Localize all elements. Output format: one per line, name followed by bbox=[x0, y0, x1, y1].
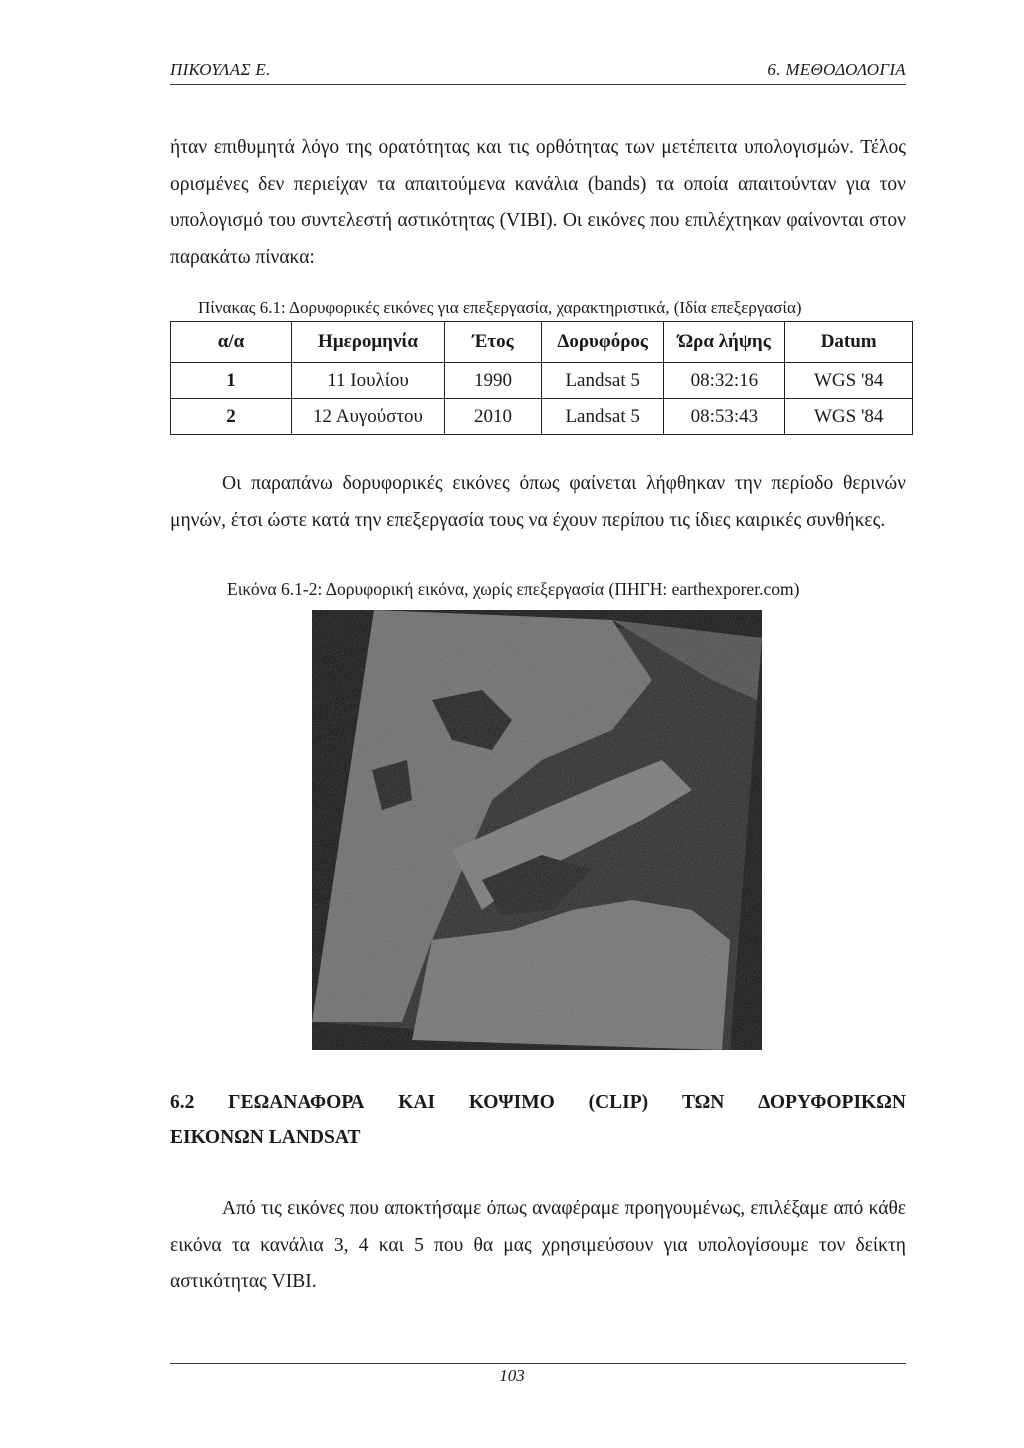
col-header-time: Ώρα λήψης bbox=[664, 322, 785, 363]
paragraph-seasonal-text: Οι παραπάνω δορυφορικές εικόνες όπως φαίνεται λήφθηκαν την περίοδο θερινών μηνών, έτσι ώστε κατά την επεξεργασία τους να έχουν περίπου τις ίδιες καιρικές συνθήκες. bbox=[170, 473, 906, 531]
section-heading-continued: ΕΙΚΟΝΩΝ LANDSAT bbox=[170, 1127, 361, 1148]
paragraph-bands-text: Από τις εικόνες που αποκτήσαμε όπως αναφέραμε προηγουμένως, επιλέξαμε από κάθε εικόνα τα κανάλια 3, 4 και 5 που θα μας χρησιμεύσουν για υπολογίσουμε τον δείκτη αστικότητας VIBI. bbox=[170, 1198, 906, 1292]
cell-date: 11 Ιουλίου bbox=[292, 363, 445, 399]
section-word: ΔΟΡΥΦΟΡΙΚΩΝ bbox=[758, 1092, 906, 1113]
col-header-satellite: Δορυφόρος bbox=[541, 322, 663, 363]
section-word: ΚΑΙ bbox=[398, 1092, 436, 1113]
table-caption: Πίνακας 6.1: Δορυφορικές εικόνες για επεξεργασία, χαρακτηριστικά, (Ιδία επεξεργασία) bbox=[198, 298, 802, 317]
paragraph-bands bbox=[170, 1191, 906, 1301]
paragraph-seasonal bbox=[170, 466, 906, 539]
section-number: 6.2 bbox=[170, 1092, 195, 1113]
figure-caption: Εικόνα 6.1-2: Δορυφορική εικόνα, χωρίς επεξεργασία (ΠΗΓΗ: earthexporer.com) bbox=[227, 579, 800, 599]
section-word: ΚΟΨΙΜΟ bbox=[468, 1092, 555, 1113]
cell-datum: WGS '84 bbox=[785, 399, 913, 435]
cell-datum: WGS '84 bbox=[785, 363, 913, 399]
running-header-chapter: 6. ΜΕΘΟΔΟΛΟΓΙΑ bbox=[767, 60, 906, 79]
col-header-year: Έτος bbox=[445, 322, 542, 363]
cell-satellite: Landsat 5 bbox=[541, 399, 663, 435]
cell-year: 1990 bbox=[445, 363, 542, 399]
section-word: ΤΩΝ bbox=[681, 1092, 725, 1113]
satellite-images-table bbox=[170, 321, 913, 435]
running-header-author: ΠΙΚΟΥΛΑΣ Ε. bbox=[170, 60, 271, 79]
page-number: 103 bbox=[499, 1366, 525, 1385]
cell-time: 08:32:16 bbox=[664, 363, 785, 399]
table-row bbox=[171, 399, 913, 435]
table-header-row bbox=[171, 322, 913, 363]
header-divider bbox=[170, 84, 906, 85]
cell-satellite: Landsat 5 bbox=[541, 363, 663, 399]
section-heading bbox=[170, 1092, 906, 1114]
section-word: ΓΕΩΑΝΑΦΟΡΑ bbox=[228, 1092, 365, 1113]
footer-divider bbox=[170, 1363, 906, 1364]
table-row bbox=[171, 363, 913, 399]
section-word: (CLIP) bbox=[588, 1092, 649, 1113]
satellite-image bbox=[312, 610, 762, 1050]
satellite-image-graphic bbox=[312, 610, 762, 1050]
col-header-date: Ημερομηνία bbox=[292, 322, 445, 363]
paragraph-intro-text: ήταν επιθυμητά λόγο της ορατότητας και τις ορθότητας των μετέπειτα υπολογισμών. Τέλος ορισμένες δεν περιείχαν τα απαιτούμενα κανάλια (bands) τα οποία απαιτούνταν για τον υπολογισμό του συντελεστή αστικότητας (VIBI). Οι εικόνες που επιλέχτηκαν φαίνονται στον παρακάτω πίνακα: bbox=[170, 137, 906, 268]
paragraph-intro bbox=[170, 130, 906, 276]
cell-year: 2010 bbox=[445, 399, 542, 435]
col-header-datum: Datum bbox=[785, 322, 913, 363]
cell-date: 12 Αυγούστου bbox=[292, 399, 445, 435]
cell-index: 1 bbox=[171, 363, 292, 399]
cell-time: 08:53:43 bbox=[664, 399, 785, 435]
col-header-index: α/α bbox=[171, 322, 292, 363]
cell-index: 2 bbox=[171, 399, 292, 435]
